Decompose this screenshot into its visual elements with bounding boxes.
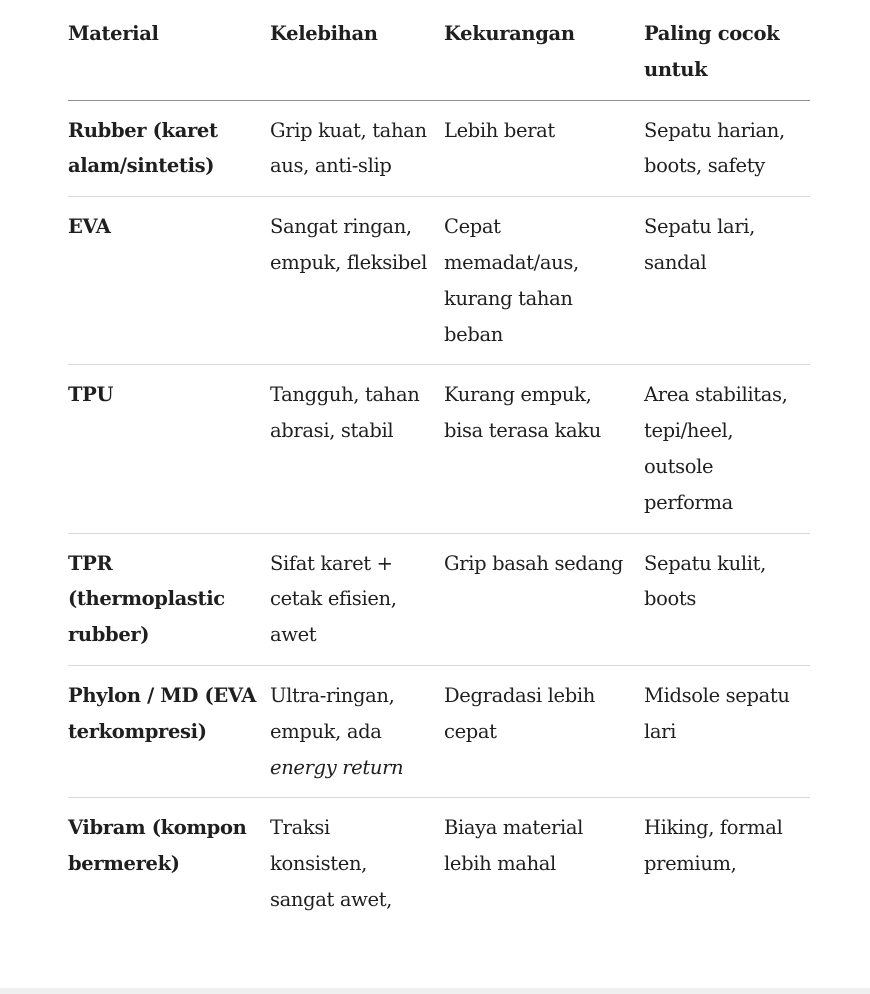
cell-kekurangan: Cepat memadat/aus, kurang tahan beban: [444, 197, 644, 365]
cell-kelebihan: Sifat karet + cetak efisien, awet: [270, 533, 444, 665]
cell-cocok: Hiking, formal premium,: [644, 816, 783, 876]
table-row: [68, 197, 810, 365]
cell-cocok: Sepatu kulit, boots: [644, 533, 810, 665]
table-row: [68, 100, 810, 197]
header-kekurangan: Kekurangan: [444, 16, 644, 100]
table-row: [68, 533, 810, 665]
cell-kekurangan: Kurang empuk, bisa terasa kaku: [444, 365, 644, 533]
table-header: [68, 16, 810, 100]
cell-kelebihan: Traksi konsisten, sangat awet,: [270, 816, 393, 911]
cell-kekurangan: Grip basah sedang: [444, 533, 644, 665]
cell-kelebihan-text: Ultra-ringan, empuk, ada: [270, 683, 395, 743]
header-cocok: Paling cocok untuk: [644, 16, 810, 100]
cell-kelebihan: [270, 665, 444, 797]
bottom-fade-bar: [0, 988, 870, 994]
cell-cocok: Area stabilitas, tepi/heel, outsole performa: [644, 365, 810, 533]
header-material: Material: [68, 16, 270, 100]
table-row: [68, 365, 810, 533]
cell-kelebihan: Tangguh, tahan abrasi, stabil: [270, 365, 444, 533]
cell-material: Vibram (kompon bermerek): [68, 816, 247, 876]
cell-kekurangan: Biaya material lebih mahal: [444, 816, 584, 876]
cell-kelebihan: Grip kuat, tahan aus, anti-slip: [270, 100, 444, 197]
cell-material: EVA: [68, 197, 270, 365]
cell-kelebihan: Sangat ringan, empuk, fleksibel: [270, 197, 444, 365]
cell-material: Rubber (karet alam/sintetis): [68, 100, 270, 197]
cell-kelebihan-emphasis: energy return: [270, 755, 404, 779]
cell-kekurangan: Degradasi lebih cepat: [444, 665, 644, 797]
table-row: [68, 798, 810, 930]
cell-kekurangan: Lebih berat: [444, 100, 644, 197]
header-kelebihan: Kelebihan: [270, 16, 444, 100]
cell-cocok: Sepatu harian, boots, safety: [644, 100, 810, 197]
cell-cocok: Midsole sepatu lari: [644, 665, 810, 797]
cell-material: TPU: [68, 365, 270, 533]
comparison-table-container: [68, 16, 810, 930]
table-body: [68, 100, 810, 930]
material-comparison-table: [68, 16, 810, 930]
table-row: [68, 665, 810, 797]
cell-material: Phylon / MD (EVA terkompresi): [68, 665, 270, 797]
cell-cocok: Sepatu lari, sandal: [644, 197, 810, 365]
header-row: [68, 16, 810, 100]
cell-material: TPR (thermoplastic rubber): [68, 533, 270, 665]
